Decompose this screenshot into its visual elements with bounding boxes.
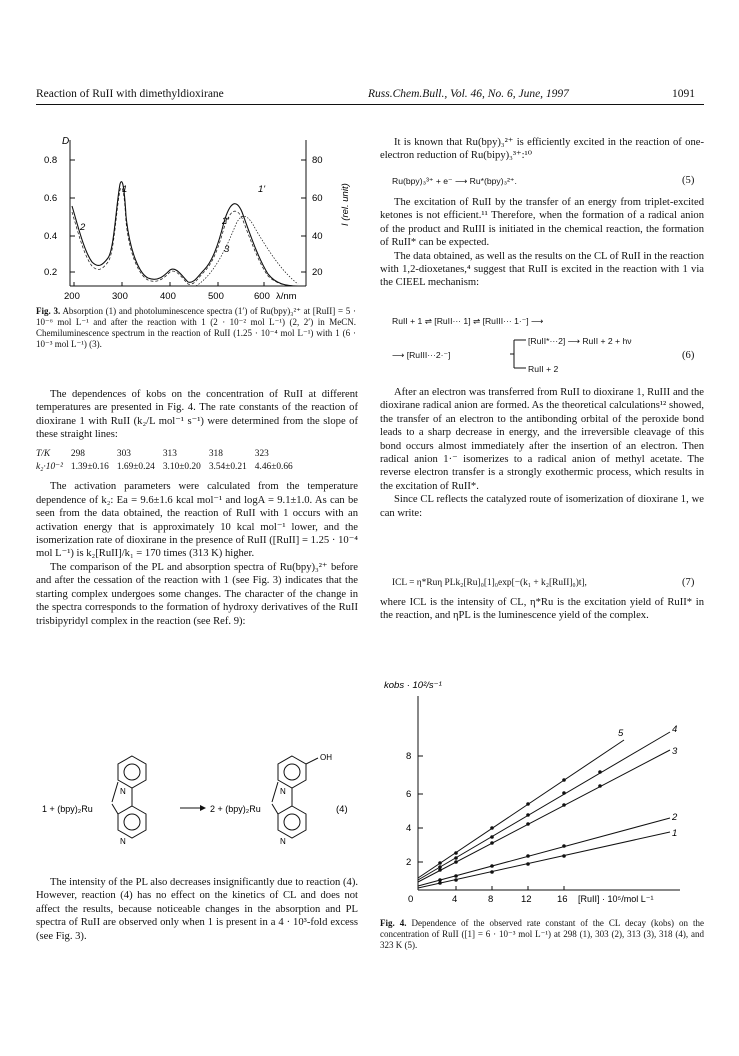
- fig3-x-tick: 600: [254, 291, 270, 302]
- fig4-point: [438, 865, 442, 869]
- scheme-4-structures: [36, 748, 358, 864]
- n-atom-label: N: [280, 787, 286, 796]
- fig4-point: [562, 803, 566, 807]
- fig4-point: [454, 856, 458, 860]
- fig3-spectra-chart: [36, 126, 366, 304]
- paragraph: It is known that Ru(bpy)₃²⁺ is efficiently excited in the reaction of one-electron reduction of Ru(bipy)₃³⁺:¹⁰: [380, 137, 704, 162]
- n-atom-label: N: [280, 837, 286, 846]
- table-cell: 1.39±0.16: [70, 462, 109, 473]
- equation-6-branch-b: RuII + 2: [528, 364, 559, 374]
- fig4-y-label: kobs · 10²/s⁻¹: [384, 680, 442, 691]
- fig4-point: [454, 878, 458, 882]
- fig4-y-tick: 8: [406, 751, 412, 762]
- paragraph: The comparison of the PL and absorption spectra of Ru(bpy)₃²⁺ before and after the cessation of the reaction with 1 (see Fig. 3) indicates that the starting complex undergoes some changes. The character of the change in the spectra corresponds to the formation of hydroxy derivatives of the RuII trisbipyridyl complex in the reaction (see Ref. 9):: [36, 561, 358, 627]
- table-cell: 303: [116, 448, 131, 459]
- fig4-point: [438, 878, 442, 882]
- table-cell: 3.10±0.20: [162, 462, 201, 473]
- fig4-point: [562, 854, 566, 858]
- fig4-point: [490, 841, 494, 845]
- fig4-point: [562, 844, 566, 848]
- fig4-line-label: 4: [672, 724, 678, 735]
- fig4-point: [526, 822, 530, 826]
- fig3-curve-label: 2: [80, 222, 86, 233]
- fig3-y2-tick: 80: [312, 155, 323, 166]
- oh-group-label: OH: [320, 753, 332, 762]
- fig4-point: [454, 851, 458, 855]
- fig4-line-label: 2: [672, 812, 678, 823]
- table-cell: k₂·10⁻²: [36, 462, 63, 473]
- fig3-y-tick: 0.8: [44, 155, 58, 166]
- fig4-line-label: 1: [672, 828, 678, 839]
- fig4-point: [438, 861, 442, 865]
- equation-number: (5): [682, 175, 695, 186]
- fig4-point: [562, 778, 566, 782]
- fig4-x-tick: 4: [452, 894, 458, 905]
- paragraph: The dependences of kobs on the concentration of RuII at different temperatures are presented in Fig. 4. The rate constants of the reaction of dioxirane 1 with RuII (k₂/L mol⁻¹ s⁻¹) were determined from the slope of these straight lines:: [36, 389, 358, 441]
- scheme4-products: 2 + (bpy)₂Ru: [210, 804, 261, 814]
- paragraph: The activation parameters were calculated from the temperature dependence of k₂: Ea = 9.6±1.6 kcal mol⁻¹ and logA = 9.1±1.0. As can be seen from the data obtained, the reaction of RuII with 1 occurs with an activation energy that is approximately 10 kcal mol⁻¹ lower, and the isomerization rate of dioxirane in the presence of RuII ([RuII] = 1.25 · 10⁻⁴ mol L⁻¹) is k₂[RuII]/k₁ = 170 times (313 K) higher.: [36, 481, 358, 560]
- fig4-x-tick: 0: [408, 894, 414, 905]
- journal-citation: Russ.Chem.Bull., Vol. 46, No. 6, June, 1997: [368, 88, 569, 100]
- paragraph: The data obtained, as well as the results on the CL of RuII in the reaction with 1,2-dioxetanes,⁴ suggest that RuII is excited in the reaction with 1 via the CIEEL mechanism:: [380, 250, 704, 289]
- fig3-x-label: λ/nm: [276, 291, 297, 302]
- fig4-caption-text: Dependence of the observed rate constant of the CL decay (kobs) on the concentration of RuII ([1] = 6 · 10⁻³ mol L⁻¹) at 298 (1), 303 (2), 313 (3), 318 (4), and 323 K (5).: [380, 918, 705, 950]
- fig4-point: [490, 826, 494, 830]
- right-column-mid: [380, 196, 704, 290]
- fig4-point: [526, 802, 530, 806]
- table-cell: 298: [70, 448, 85, 459]
- fig4-point: [490, 835, 494, 839]
- table-cell: 323: [254, 448, 269, 459]
- right-column-lower: [380, 386, 704, 520]
- fig4-point: [490, 870, 494, 874]
- scheme4-reactants: 1 + (bpy)₂Ru: [42, 804, 93, 814]
- fig3-x-tick: 400: [160, 291, 176, 302]
- fig4-line-label: 5: [618, 728, 624, 739]
- rate-constants-table: [32, 448, 297, 475]
- left-column-end: [36, 876, 358, 943]
- fig4-y-tick: 2: [406, 857, 412, 868]
- fig3-y-tick: 0.6: [44, 193, 58, 204]
- equation-5: Ru(bpy)₃³⁺ + e⁻ ⟶ Ru*(bpy)₃²⁺.: [392, 176, 517, 186]
- right-column-top: [380, 136, 704, 163]
- fig4-x-tick: 16: [557, 894, 568, 905]
- table-cell: T/K: [36, 448, 51, 459]
- fig3-y-tick: 0.4: [44, 231, 58, 242]
- fig4-point: [454, 860, 458, 864]
- fig3-curve-label: 1': [258, 184, 266, 195]
- paragraph: The excitation of RuII by the transfer of an energy from triplet-excited ketones is not efficient.¹¹ Therefore, when the formation of a radical anion of the product and RuIII is initiated in the chemical reaction, the formation of RuII* can be expected.: [380, 197, 704, 249]
- equation-6-line-2: ⟶ [RuIII···2·⁻]: [392, 350, 451, 360]
- paragraph: where ICL is the intensity of CL, η*Ru is the excitation yield of RuII* in the reaction, and ηPL is the luminescence yield of the complex.: [380, 597, 704, 622]
- fig3-y2-tick: 40: [312, 231, 323, 242]
- table-cell: 4.46±0.66: [254, 462, 293, 473]
- paragraph: Since CL reflects the catalyzed route of isomerization of dioxirane 1, we can write:: [380, 494, 704, 519]
- fig3-curve-1: [72, 182, 298, 286]
- table-cell: 313: [162, 448, 177, 459]
- page-number: 1091: [672, 88, 695, 100]
- fig3-y2-tick: 20: [312, 267, 323, 278]
- n-atom-label: N: [120, 837, 126, 846]
- fig4-point: [562, 791, 566, 795]
- fig4-point: [526, 813, 530, 817]
- fig4-point: [490, 864, 494, 868]
- fig4-y-tick: 4: [406, 823, 412, 834]
- fig4-x-tick: 12: [521, 894, 532, 905]
- fig3-caption-label: Fig. 3.: [36, 306, 61, 316]
- fig3-curve-2: [72, 188, 298, 286]
- fig4-y-tick: 6: [406, 789, 412, 800]
- arrow-head-icon: [200, 805, 206, 811]
- fig4-line-label: 3: [672, 746, 678, 757]
- fig4-caption: [380, 918, 704, 951]
- fig3-y-left-label: D: [62, 136, 70, 147]
- fig4-x-label: [RuII] · 10⁵/mol L⁻¹: [578, 894, 654, 904]
- fig3-y-right-label: I (rel. unit): [340, 183, 351, 226]
- fig4-point: [526, 862, 530, 866]
- right-column-after-eq7: [380, 596, 704, 623]
- running-head-title: Reaction of RuII with dimethyldioxirane: [36, 88, 224, 100]
- fig3-caption: [36, 306, 356, 350]
- branch-bracket-icon: [510, 336, 530, 372]
- fig4-point: [526, 854, 530, 858]
- fig3-y2-tick: 60: [312, 193, 323, 204]
- fig4-x-tick: 8: [488, 894, 494, 905]
- table-cell: 318: [208, 448, 223, 459]
- fig4-kobs-chart: [380, 676, 704, 912]
- fig4-caption-label: Fig. 4.: [380, 918, 407, 928]
- table-row: [32, 461, 297, 474]
- equation-number: (7): [682, 577, 695, 588]
- fig3-curve-label: 3: [224, 244, 230, 255]
- header-rule: [36, 104, 704, 105]
- fig3-curve-label: 2': [222, 216, 230, 227]
- equation-number: (4): [336, 804, 348, 815]
- table-row: [32, 448, 297, 461]
- equation-7: ICL = η*Ruη PLk₂[Ru]₀[1]₀exp[−(k₁ + k₂[RuII]₀)t],: [392, 578, 587, 588]
- paragraph: The intensity of the PL also decreases insignificantly due to reaction (4). However, reaction (4) has no effect on the kinetics of CL and does not affect the results, because noticeable changes in the absorption and PL spectra of RuII are observed only when 1 is present in a 4 · 10³-fold excess (see Fig. 3).: [36, 877, 358, 942]
- fig3-curve-label: 1: [122, 184, 128, 195]
- fig4-line-5: [418, 740, 624, 878]
- fig3-x-tick: 200: [64, 291, 80, 302]
- equation-6-line-1: RuII + 1 ⇌ [RuII··· 1] ⇌ [RuIII··· 1·⁻] ⟶: [392, 316, 544, 326]
- fig3-caption-text: Absorption (1) and photoluminescence spectra (1′) of Ru(bpy)₃²⁺ at [RuII] = 5 · 10⁻⁶ mol L⁻¹ and after the reaction with 1 (2 · 10⁻² mol L⁻¹) (2, 2′) in MeCN. Chemiluminescence spectrum in the reaction of RuII (1.25 · 10⁻⁴ mol L⁻¹) with 1 (6 · 10⁻³ mol L⁻¹) (3).: [36, 306, 356, 349]
- equation-number: (6): [682, 350, 695, 361]
- fig4-point: [598, 784, 602, 788]
- bipyridine-structure-right: [272, 756, 318, 838]
- table-cell: 3.54±0.21: [208, 462, 247, 473]
- fig4-point: [598, 770, 602, 774]
- paragraph: After an electron was transferred from RuII to dioxirane 1, RuIII and the dioxirane radical anion are formed. As the theoretical calculations¹² showed, the transfer of an electron to the antibonding orbital of the peroxide bond leads to a sharp decrease in energy, and the irreversible cleavage of this bond occurs almost immediately after the insertion of an electron. Then radical anion 1·⁻ isomerizes to a radical anion of methyl acetate. The reverse electron transfer is a strongly exothermic process, which results in the excitation of RuII*.: [380, 387, 704, 492]
- n-atom-label: N: [120, 787, 126, 796]
- bipyridine-structure-left: [112, 756, 146, 838]
- fig4-point: [454, 874, 458, 878]
- fig3-x-tick: 500: [208, 291, 224, 302]
- left-column: [36, 388, 358, 628]
- table-cell: 1.69±0.24: [116, 462, 155, 473]
- fig3-x-tick: 300: [112, 291, 128, 302]
- fig3-y-tick: 0.2: [44, 267, 58, 278]
- equation-6-branch-a: [RuII*···2] ⟶ RuII + 2 + hν: [528, 336, 632, 346]
